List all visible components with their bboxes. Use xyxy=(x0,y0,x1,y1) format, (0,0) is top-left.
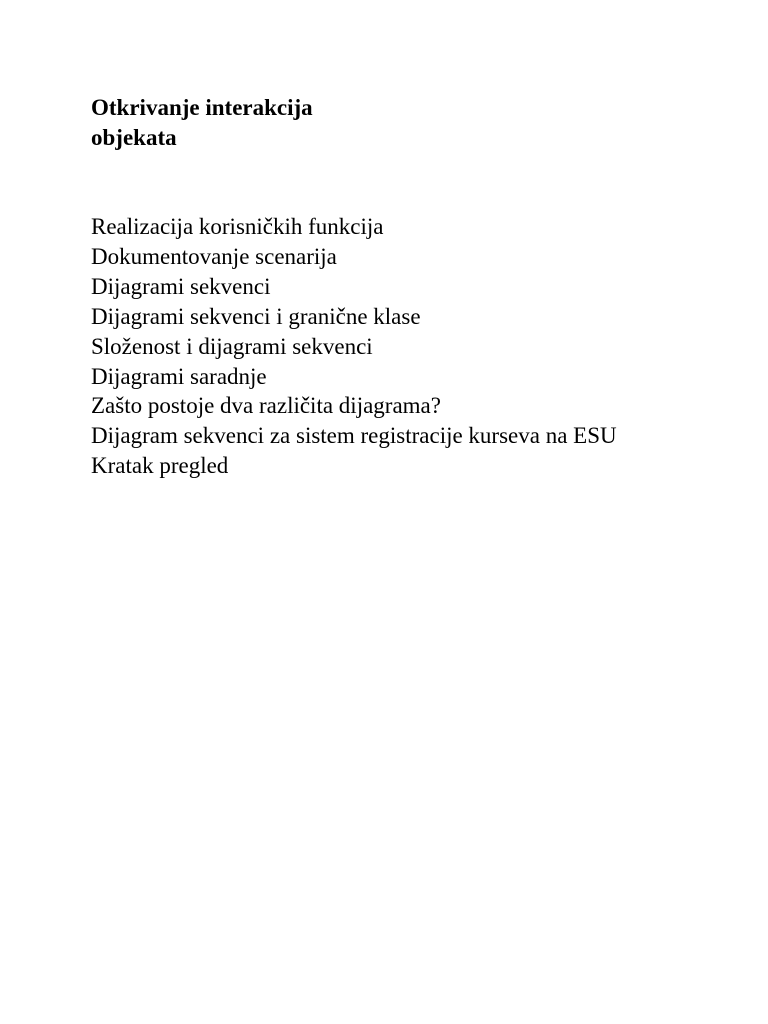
topic-item-dokumentovanje: Dokumentovanje scenarija xyxy=(91,243,337,269)
topic-item-realizacija: Realizacija korisničkih funkcija xyxy=(91,214,384,239)
topic-item-zasto-dva: Zašto postoje dva različita dijagrama? xyxy=(91,393,441,419)
topic-list xyxy=(91,212,617,481)
page-title-line-1: Otkrivanje interakcija xyxy=(91,95,313,120)
topic-item-kratak-pregled: Kratak pregled xyxy=(91,453,229,479)
topic-item-granicne-klase: Dijagrami sekvenci i granične klase xyxy=(91,303,421,329)
topic-item-dijagrami-saradnje: Dijagrami saradnje xyxy=(91,363,267,389)
page-title xyxy=(91,93,313,153)
topic-item-registracija-kurseva: Dijagram sekvenci za sistem registracije kurseva na ESU xyxy=(91,423,617,449)
page-title-line-2: objekata xyxy=(91,125,177,150)
topic-item-slozenost: Složenost i dijagrami sekvenci xyxy=(91,333,373,359)
topic-item-dijagrami-sekvenci: Dijagrami sekvenci xyxy=(91,273,271,299)
